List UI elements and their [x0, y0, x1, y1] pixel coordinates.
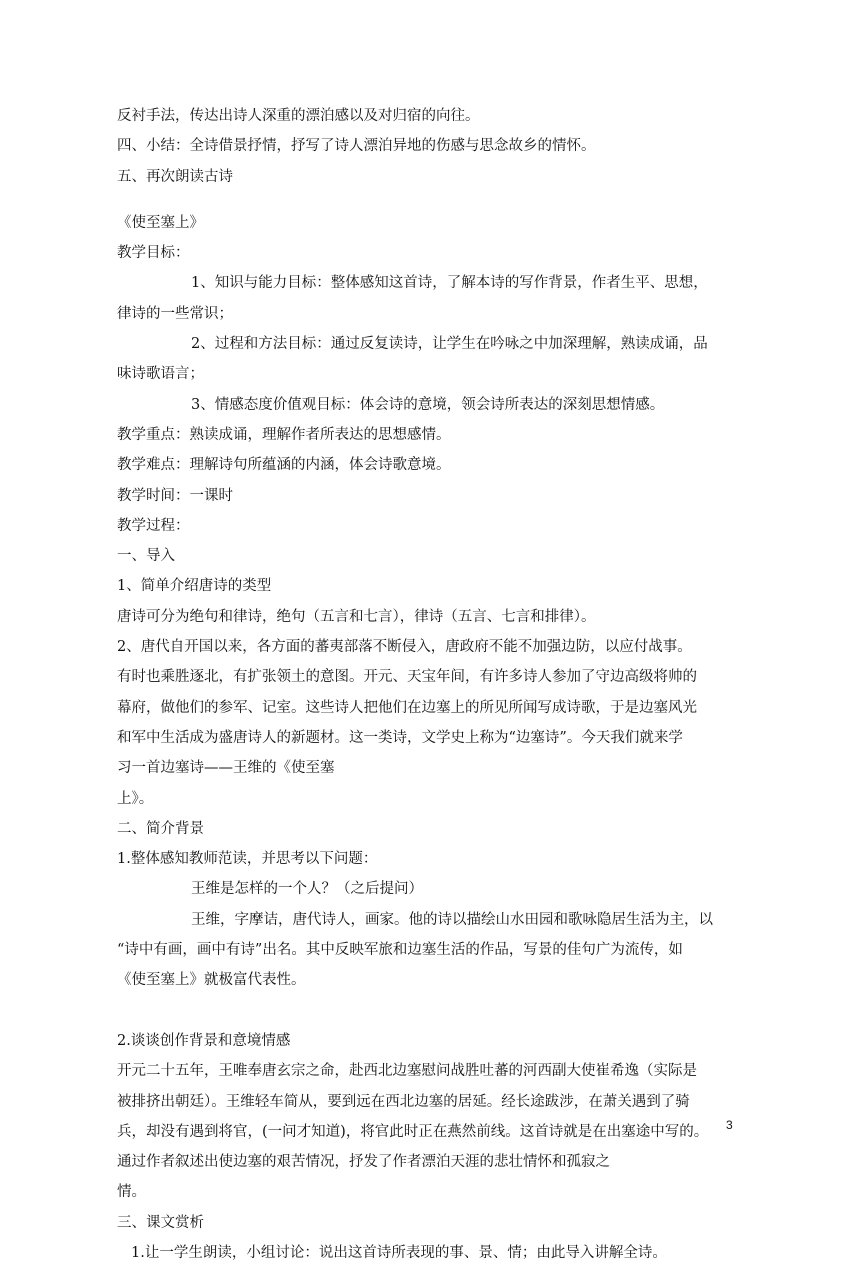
text-line: 2.谈谈创作背景和意境情感	[117, 1032, 291, 1049]
text-line: 1、简单介绍唐诗的类型	[117, 578, 272, 595]
text-line: 《使至塞上》就极富代表性。	[117, 972, 306, 989]
document-body	[117, 101, 739, 1268]
text-line: 教学时间：一课时	[117, 487, 233, 504]
spacer	[117, 192, 739, 208]
text-line: 2、唐代自开国以来，各方面的蕃夷部落不断侵入，唐政府不能不加强边防，以应付战事。	[117, 639, 692, 656]
text-line: 开元二十五年，王唯奉唐玄宗之命，赴西北边塞慰问战胜吐蕃的河西副大使崔希逸（实际是	[117, 1063, 697, 1080]
text-line: 2、过程和方法目标：通过反复读诗，让学生在吟咏之中加深理解，熟读成诵，品	[191, 336, 708, 353]
page-number: 3	[726, 1118, 733, 1132]
text-line: 情。	[117, 1184, 146, 1201]
section-heading: 三、课文赏析	[117, 1214, 204, 1231]
text-line: 有时也乘胜逐北，有扩张领土的意图。开元、天宝年间，有许多诗人参加了守边高级将帅的	[117, 669, 697, 686]
text-line: 律诗的一些常识；	[117, 305, 233, 322]
text-line: 味诗歌语言；	[117, 366, 204, 383]
text-line: 反衬手法，传达出诗人深重的漂泊感以及对归宿的向往。	[117, 108, 480, 124]
text-line: 1、知识与能力目标：整体感知这首诗，了解本诗的写作背景，作者生平、思想，	[191, 275, 708, 292]
spacer	[117, 996, 739, 1026]
text-line: 四、小结：全诗借景抒情，抒写了诗人漂泊异地的伤感与思念故乡的情怀。	[117, 138, 596, 155]
text-line: 被排挤出朝廷）。王维轻车简从，要到远在西北边塞的居延。经长途跋涉，在萧关遇到了骑	[117, 1093, 690, 1110]
section-heading: 五、再次朗读古诗	[117, 168, 233, 185]
section-heading: 一、导入	[117, 548, 175, 565]
text-line: 习一首边塞诗——王维的《使至塞	[117, 760, 335, 777]
text-line: 教学重点：熟读成诵，理解作者所表达的思想感情。	[117, 426, 451, 443]
text-line: 王维，字摩诘，唐代诗人，画家。他的诗以描绘山水田园和歌咏隐居生活为主，以	[191, 911, 713, 928]
section-heading: 教学目标：	[117, 245, 190, 262]
text-line: 教学难点：理解诗句所蕴涵的内涵，体会诗歌意境。	[117, 457, 451, 474]
text-line: 上》。	[117, 790, 154, 807]
text-line: 1.整体感知教师范读，并思考以下问题：	[117, 851, 378, 868]
lesson-title: 《使至塞上》	[117, 214, 204, 231]
text-line: 和军中生活成为盛唐诗人的新题材。这一类诗，文学史上称为“边塞诗”。今天我们就来学	[117, 729, 683, 746]
section-heading: 二、简介背景	[117, 820, 204, 837]
text-line: 1.让一学生朗读，小组讨论：说出这首诗所表现的事、景、情；由此导入讲解全诗。	[131, 1244, 667, 1261]
text-line: 3、情感态度价值观目标：体会诗的意境，领会诗所表达的深刻思想情感。	[191, 396, 665, 413]
text-line: 兵，却没有遇到将官，(一问才知道)，将官此时正在燕然前线。这首诗就是在出塞途中写的。	[117, 1123, 709, 1140]
text-line: 王维是怎样的一个人？（之后提问）	[191, 881, 423, 898]
text-line: 唐诗可分为绝句和律诗，绝句（五言和七言），律诗（五言、七言和排律）。	[117, 608, 596, 625]
text-line: 幕府，做他们的参军、记室。这些诗人把他们在边塞上的所见所闻写成诗歌，于是边塞风光	[117, 699, 697, 716]
text-line: 通过作者叙述出使边塞的艰苦情况，抒发了作者漂泊天涯的悲壮情怀和孤寂之	[117, 1154, 610, 1171]
section-heading: 教学过程：	[117, 517, 190, 534]
text-line: “诗中有画，画中有诗”出名。其中反映军旅和边塞生活的作品，写景的佳句广为流传，如	[117, 942, 683, 959]
